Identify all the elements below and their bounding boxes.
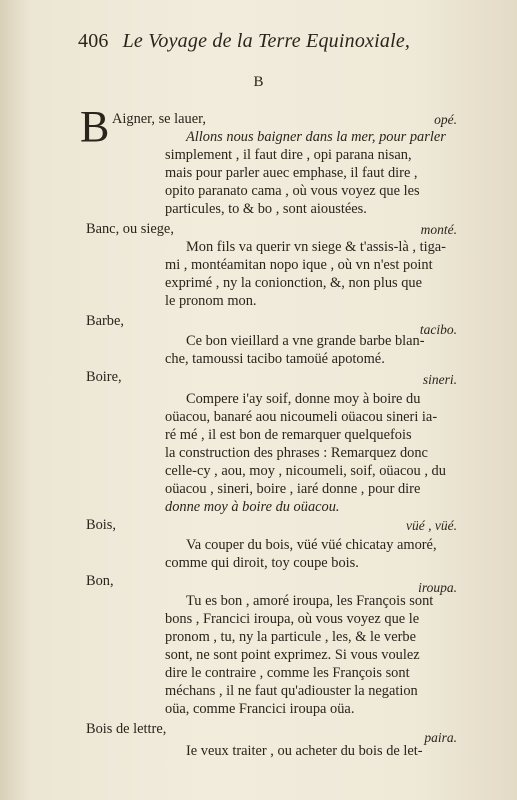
- entry-translation-bon: iroupa.: [418, 580, 457, 595]
- entry-head-banc: Banc, ou siege,: [86, 221, 174, 237]
- entry-head-baigner: Aigner, se lauer,: [112, 111, 206, 127]
- entry-line: donne moy à boire du oüacou.: [165, 499, 340, 515]
- entry-line: Mon fils va querir vn siege & t'assis-là , tiga-: [186, 239, 446, 255]
- entry-line: mais pour parler auec emphase, il faut dire ,: [165, 165, 418, 181]
- entry-head-boire: Boire,: [86, 369, 122, 385]
- entry-translation-boire: sineri.: [422, 372, 457, 387]
- entry-line: sont, ne sont point exprimez. Si vous voulez: [165, 647, 420, 663]
- entry-line: Allons nous baigner dans la mer, pour parler: [186, 129, 446, 145]
- entry-line: ré mé , il est bon de remarquer quelquefois: [165, 427, 412, 443]
- entry-translation-banc: monté.: [420, 222, 457, 237]
- entry-translation-bois-de-lettre: paira.: [424, 730, 457, 745]
- entry-head-bois: Bois,: [86, 517, 116, 533]
- entry-line: Ie veux traiter , ou acheter du bois de let-: [186, 743, 423, 759]
- section-letter: B: [253, 74, 264, 90]
- entry-line: méchans , il ne faut qu'adiouster la negation: [165, 683, 418, 699]
- entry-line: exprimé , ny la conionction, &, non plus que: [165, 275, 422, 291]
- entry-line: Compere i'ay soif, donne moy à boire du: [186, 391, 421, 407]
- running-header: [78, 30, 458, 53]
- entry-line: simplement , il faut dire , opi parana nisan,: [165, 147, 412, 163]
- entry-line: che, tamoussi tacibo tamoüé apotomé.: [165, 351, 385, 367]
- entry-translation-baigner: opé.: [434, 112, 457, 127]
- entry-head-barbe: Barbe,: [86, 313, 124, 329]
- entry-head-bon: Bon,: [86, 573, 114, 589]
- entry-line: oüacou, banaré aou nicoumeli oüacou sineri ia-: [165, 409, 438, 425]
- entry-line: bons , Francici iroupa, où vous voyez que le: [165, 611, 420, 627]
- entry-line: comme qui diroit, toy coupe bois.: [165, 555, 359, 571]
- entry-line: la construction des phrases : Remarquez donc: [165, 445, 428, 461]
- entry-translation-bois: vüé , vüé.: [406, 518, 457, 533]
- entry-line: Va couper du bois, vüé vüé chicatay amoré,: [186, 537, 437, 553]
- entry-line: Tu es bon , amoré iroupa, les François sont: [186, 593, 434, 609]
- entry-line: particules, to & bo , sont aioustées.: [165, 201, 367, 217]
- entry-line: opito paranato cama , où vous voyez que les: [165, 183, 420, 199]
- entry-line: celle-cy , aou, moy , nicoumeli, soif, oüacou , du: [165, 463, 446, 479]
- entry-line: oüa, comme Francici iroupa oüa.: [165, 701, 355, 717]
- drop-cap: B: [80, 102, 110, 151]
- entry-line: oüacou , sineri, boire , iaré donne , pour dire: [165, 481, 421, 497]
- running-title: Le Voyage de la Terre Equinoxiale,: [122, 30, 411, 52]
- entry-head-bois-de-lettre: Bois de lettre,: [86, 721, 167, 737]
- entry-line: le pronom mon.: [165, 293, 257, 309]
- entry-translation-barbe: tacibo.: [419, 322, 457, 337]
- page-number: 406: [78, 30, 109, 52]
- entry-line: Ce bon vieillard a vne grande barbe blan-: [186, 333, 425, 349]
- entry-line: mi , montéamitan nopo ique , où vn n'est point: [165, 257, 433, 273]
- entry-line: dire le contraire , comme les François sont: [165, 665, 410, 681]
- entry-line: pronom , tu, ny la particule , les, & le verbe: [165, 629, 416, 645]
